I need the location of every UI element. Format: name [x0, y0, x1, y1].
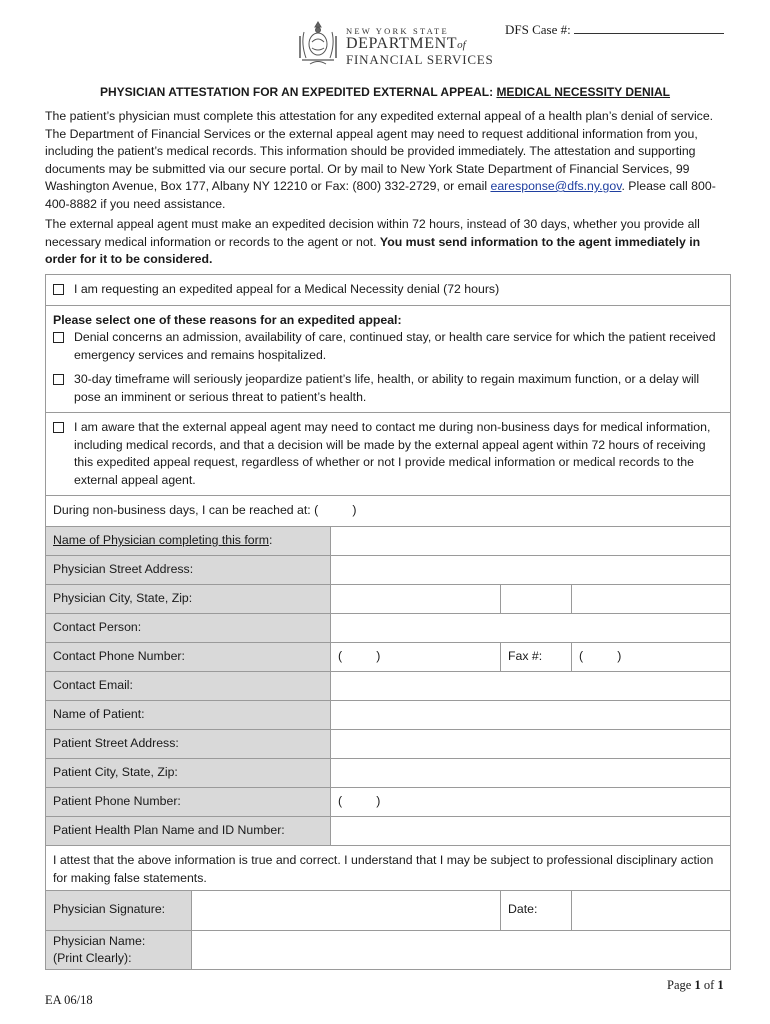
physician-name-label-colon: :	[268, 533, 273, 547]
request-checkbox-label: I am requesting an expedited appeal for a Medical Necessity denial (72 hours)	[74, 282, 500, 296]
contact-phone-row	[46, 643, 730, 672]
reasons-section	[46, 306, 730, 414]
page-number	[667, 978, 724, 993]
physician-name-label-text: Name of Physician completing this form	[53, 533, 269, 547]
patient-city-label: Patient City, State, Zip:	[46, 759, 331, 787]
date-label: Date:	[501, 891, 572, 930]
physician-city-label: Physician City, State, Zip:	[46, 585, 331, 613]
aware-section	[46, 413, 730, 496]
decision-paragraph	[45, 216, 727, 269]
patient-street-row	[46, 730, 730, 759]
signature-label: Physician Signature:	[46, 891, 192, 930]
contact-person-field[interactable]	[331, 614, 730, 642]
patient-name-row	[46, 701, 730, 730]
physician-street-field[interactable]	[331, 556, 730, 584]
patient-phone-label: Patient Phone Number:	[46, 788, 331, 816]
physician-name-label	[46, 527, 331, 555]
print-name-label	[46, 931, 192, 969]
form-title-underlined: MEDICAL NECESSITY DENIAL	[496, 85, 671, 99]
reason-2-checkbox[interactable]	[53, 374, 64, 385]
fax-label: Fax #:	[501, 643, 572, 671]
physician-city-row	[46, 585, 730, 614]
contact-phone-label: Contact Phone Number:	[46, 643, 331, 671]
agency-logo-text	[346, 26, 494, 67]
patient-phone-field[interactable]: ( )	[338, 794, 381, 808]
agency-department-word: DEPARTMENT	[346, 35, 458, 52]
patient-phone-row	[46, 788, 730, 817]
health-plan-label: Patient Health Plan Name and ID Number:	[46, 817, 331, 845]
reason-2-label: 30-day timeframe will seriously jeopardize patient’s life, health, or ability to regain maximum function, or a delay will pose an imminent or serious threat to patient’s health.	[74, 372, 700, 404]
physician-street-row	[46, 556, 730, 585]
print-name-label-line1: Physician Name:	[53, 934, 146, 948]
contact-email-field[interactable]	[331, 672, 730, 700]
date-field[interactable]	[572, 891, 730, 930]
print-name-field[interactable]	[192, 931, 730, 969]
dfs-case-label: DFS Case #:	[505, 22, 571, 37]
physician-street-label: Physician Street Address:	[46, 556, 331, 584]
dfs-case-number	[505, 22, 724, 38]
signature-row	[46, 891, 730, 931]
health-plan-row	[46, 817, 730, 846]
agency-state: NEW YORK STATE	[346, 26, 449, 36]
form-title	[0, 85, 770, 99]
contact-email-row	[46, 672, 730, 701]
page-current: 1	[694, 978, 701, 992]
health-plan-field[interactable]	[331, 817, 730, 845]
patient-street-field[interactable]	[331, 730, 730, 758]
new-york-state-seal-icon	[296, 20, 340, 66]
patient-street-label: Patient Street Address:	[46, 730, 331, 758]
agency-of: of	[457, 39, 466, 51]
page-total: 1	[717, 978, 724, 992]
physician-zip-field[interactable]	[572, 585, 730, 613]
aware-checkbox-label: I am aware that the external appeal agent may need to contact me during non-business days for medical information, including medical records, and that a decision will be made by the external appeal agent within 72 hours of receiving this expedited appeal request, regardless of whether or not I provide medical information or medical records to the external appeal agent.	[74, 420, 711, 487]
reason-1-checkbox[interactable]	[53, 332, 64, 343]
reason-1-label: Denial concerns an admission, availability of care, continued stay, or health care service for which the patient received emergency services and remains hospitalized.	[74, 330, 716, 362]
request-checkbox[interactable]	[53, 284, 64, 295]
print-name-row	[46, 931, 730, 969]
form-id: EA 06/18	[45, 993, 93, 1007]
decision-bold-text: You must send information to the agent immediately in order for it to be considered.	[45, 234, 701, 266]
agency-department	[346, 37, 494, 52]
dfs-case-blank[interactable]	[574, 23, 724, 34]
contact-phone-field[interactable]: ( )	[331, 643, 501, 671]
patient-city-row	[46, 759, 730, 788]
attest-statement: I attest that the above information is true and correct. I understand that I may be subject to professional disciplinary action for making false statements.	[46, 846, 730, 891]
patient-city-field[interactable]	[331, 759, 730, 787]
patient-name-field[interactable]	[331, 701, 730, 729]
intro-text-2: . Please call 800-400-8882 if you need assistance.	[45, 179, 716, 211]
intro-text-1: The patient’s physician must complete this attestation for any expedited external appeal of a health plan’s denial of service. The Department of Financial Services or the external appeal agent may need to request additional information from you, including the patient’s medical records. This information should be provided immediately. The attestation and supporting documents may be submitted via our secure portal. Or by mail to New York State Department of Financial Services, 99 Washington Avenue, Box 177, Albany NY 12210 or Fax: (800) 332-2729, or email	[45, 109, 714, 193]
fax-field[interactable]: ( )	[579, 649, 622, 663]
page-of: of	[700, 978, 718, 992]
reasons-heading: Please select one of these reasons for an expedited appeal:	[53, 312, 402, 327]
page-prefix: Page	[667, 978, 695, 992]
physician-state-field[interactable]	[501, 585, 572, 613]
physician-city-field[interactable]	[331, 585, 501, 613]
physician-name-row	[46, 527, 730, 556]
signature-field[interactable]	[192, 891, 501, 930]
contact-person-label: Contact Person:	[46, 614, 331, 642]
request-section	[46, 275, 730, 306]
patient-name-label: Name of Patient:	[46, 701, 331, 729]
physician-name-field[interactable]	[331, 527, 730, 555]
contact-email-label: Contact Email:	[46, 672, 331, 700]
contact-person-row	[46, 614, 730, 643]
form-title-main: PHYSICIAN ATTESTATION FOR AN EXPEDITED EXTERNAL APPEAL:	[99, 85, 497, 99]
aware-checkbox[interactable]	[53, 422, 64, 433]
agency-financial-services: FINANCIAL SERVICES	[346, 52, 494, 67]
attestation-form	[45, 274, 731, 970]
decision-text: The external appeal agent must make an expedited decision within 72 hours, instead of 30 days, whether you provide all necessary medical information or records to the agent or not.	[45, 217, 700, 249]
intro-paragraph	[45, 108, 727, 213]
non-business-section	[46, 496, 730, 527]
print-name-label-line2: (Print Clearly):	[53, 951, 132, 965]
email-link[interactable]: earesponse@dfs.ny.gov	[490, 179, 622, 193]
non-business-contact[interactable]: During non-business days, I can be reached at: ( )	[53, 503, 357, 517]
